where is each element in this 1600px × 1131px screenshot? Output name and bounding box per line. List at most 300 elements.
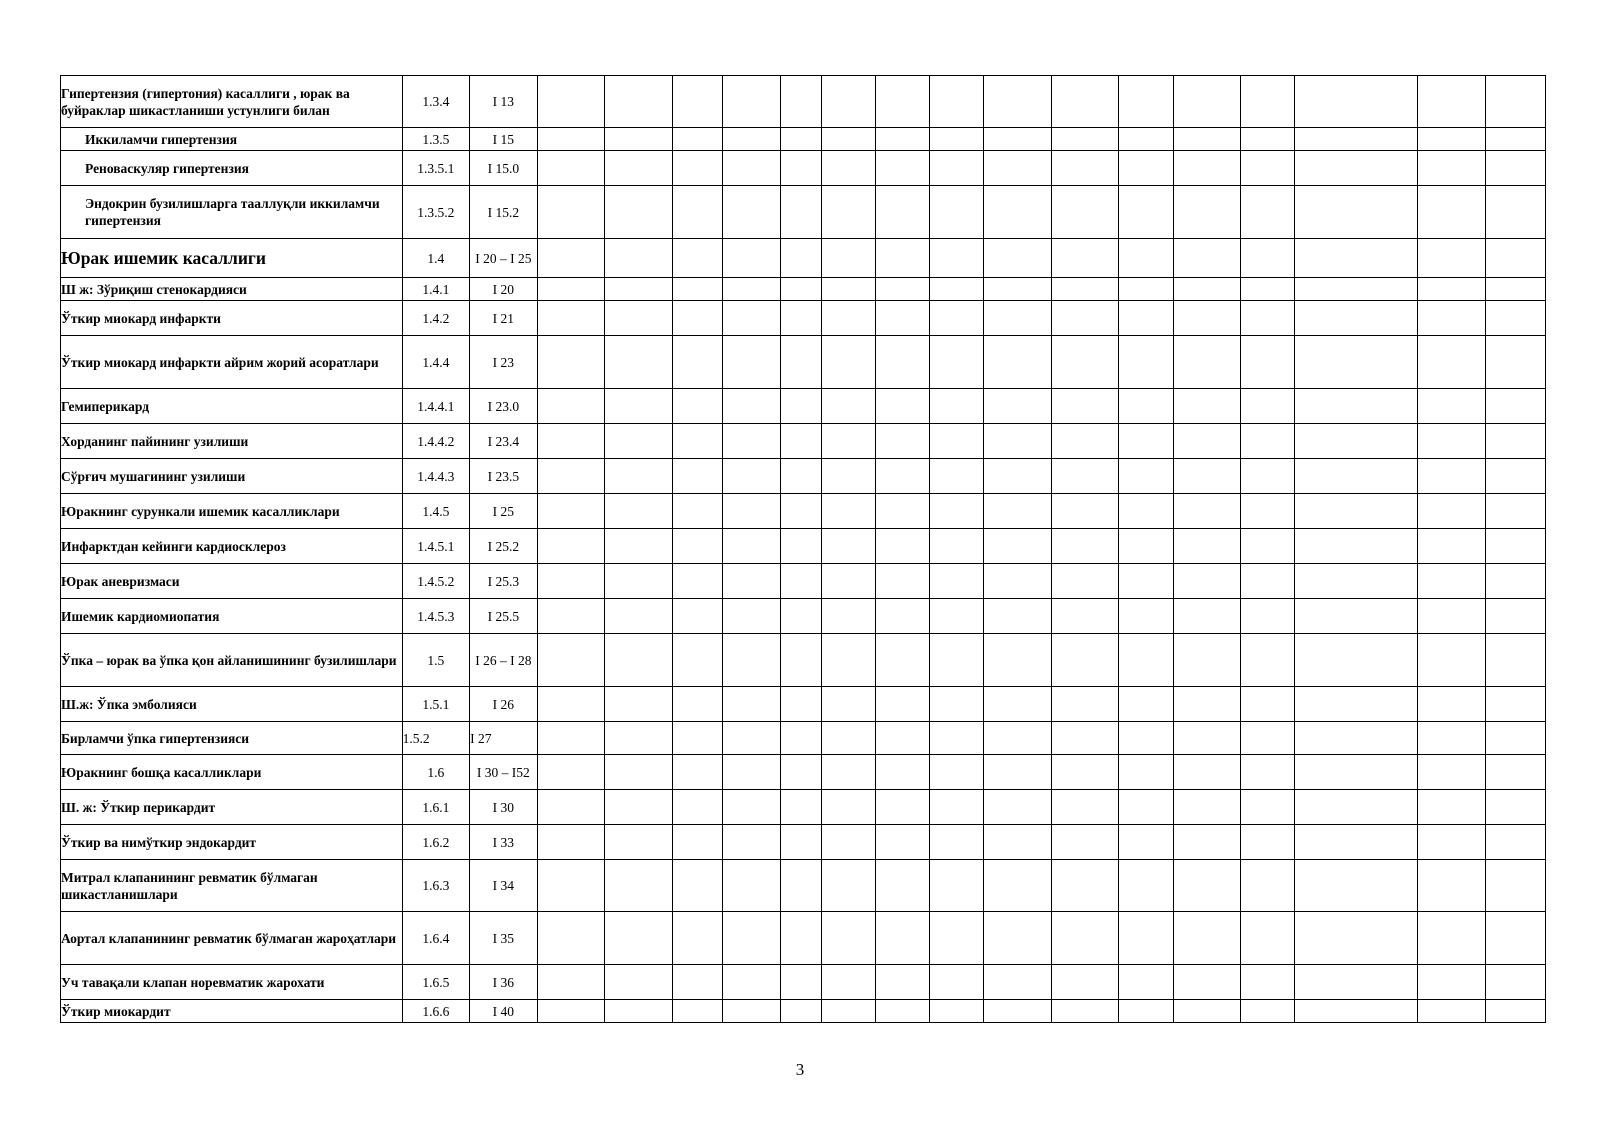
row-code-cell: 1.4.5 [402, 494, 470, 529]
empty-cell [1418, 278, 1486, 301]
icd-code-cell: I 30 [470, 790, 538, 825]
row-code-cell: 1.4.5.2 [402, 564, 470, 599]
empty-cell [722, 634, 780, 687]
icd-code-cell: I 40 [470, 1000, 538, 1023]
empty-cell [984, 912, 1052, 965]
empty-cell [1173, 755, 1241, 790]
empty-cell [780, 186, 821, 239]
empty-cell [930, 128, 984, 151]
empty-cell [1119, 1000, 1173, 1023]
empty-cell [780, 1000, 821, 1023]
icd-code-cell: I 36 [470, 965, 538, 1000]
empty-cell [821, 389, 875, 424]
empty-cell [537, 278, 605, 301]
empty-cell [821, 186, 875, 239]
empty-cell [1173, 389, 1241, 424]
empty-cell [722, 722, 780, 755]
empty-cell [930, 687, 984, 722]
disease-name-cell: Юрак аневризмаси [61, 564, 403, 599]
row-code-cell: 1.4.1 [402, 278, 470, 301]
empty-cell [1119, 186, 1173, 239]
empty-cell [1241, 1000, 1295, 1023]
empty-cell [537, 599, 605, 634]
empty-cell [722, 1000, 780, 1023]
empty-cell [722, 599, 780, 634]
icd-code-cell: I 13 [470, 76, 538, 128]
empty-cell [1119, 389, 1173, 424]
empty-cell [672, 186, 722, 239]
empty-cell [1173, 564, 1241, 599]
icd-code-cell: I 21 [470, 301, 538, 336]
disease-name-cell: Юрак ишемик касаллиги [61, 239, 403, 278]
empty-cell [780, 239, 821, 278]
empty-cell [605, 494, 673, 529]
icd-code-cell: I 20 – I 25 [470, 239, 538, 278]
empty-cell [1051, 912, 1119, 965]
empty-cell [1418, 459, 1486, 494]
empty-cell [1295, 722, 1418, 755]
empty-cell [1051, 825, 1119, 860]
row-code-cell: 1.6 [402, 755, 470, 790]
empty-cell [984, 790, 1052, 825]
table-row [61, 494, 1546, 529]
empty-cell [1485, 965, 1545, 1000]
empty-cell [984, 755, 1052, 790]
empty-cell [1173, 301, 1241, 336]
icd-code-cell: I 35 [470, 912, 538, 965]
empty-cell [1485, 860, 1545, 912]
empty-cell [537, 687, 605, 722]
empty-cell [1173, 336, 1241, 389]
empty-cell [1485, 389, 1545, 424]
empty-cell [1295, 965, 1418, 1000]
disease-name-cell: Аортал клапанининг ревматик бўлмаган жароҳатлари [61, 912, 403, 965]
empty-cell [930, 239, 984, 278]
empty-cell [1241, 860, 1295, 912]
empty-cell [876, 634, 930, 687]
empty-cell [1485, 239, 1545, 278]
empty-cell [984, 389, 1052, 424]
empty-cell [821, 755, 875, 790]
empty-cell [876, 825, 930, 860]
empty-cell [984, 687, 1052, 722]
icd-code-cell: I 34 [470, 860, 538, 912]
empty-cell [1119, 494, 1173, 529]
empty-cell [605, 186, 673, 239]
empty-cell [1119, 599, 1173, 634]
empty-cell [672, 722, 722, 755]
empty-cell [1119, 336, 1173, 389]
row-code-cell: 1.3.4 [402, 76, 470, 128]
table-row [61, 301, 1546, 336]
empty-cell [821, 336, 875, 389]
empty-cell [672, 239, 722, 278]
empty-cell [930, 860, 984, 912]
empty-cell [1241, 239, 1295, 278]
empty-cell [1485, 151, 1545, 186]
empty-cell [876, 755, 930, 790]
empty-cell [1241, 564, 1295, 599]
empty-cell [1241, 634, 1295, 687]
table-row [61, 965, 1546, 1000]
empty-cell [605, 564, 673, 599]
empty-cell [1295, 186, 1418, 239]
icd-code-cell: I 25.3 [470, 564, 538, 599]
empty-cell [1051, 301, 1119, 336]
empty-cell [1485, 424, 1545, 459]
empty-cell [1173, 1000, 1241, 1023]
empty-cell [1418, 186, 1486, 239]
table-row [61, 687, 1546, 722]
disease-name-cell: Эндокрин бузилишларга тааллуқли иккиламчи гипертензия [61, 186, 403, 239]
empty-cell [672, 424, 722, 459]
empty-cell [1173, 529, 1241, 564]
empty-cell [672, 76, 722, 128]
empty-cell [984, 151, 1052, 186]
row-code-cell: 1.3.5 [402, 128, 470, 151]
empty-cell [1119, 529, 1173, 564]
empty-cell [876, 301, 930, 336]
table-row [61, 151, 1546, 186]
empty-cell [1173, 76, 1241, 128]
empty-cell [1051, 529, 1119, 564]
empty-cell [1295, 278, 1418, 301]
row-code-cell: 1.6.2 [402, 825, 470, 860]
table-row [61, 722, 1546, 755]
empty-cell [605, 459, 673, 494]
empty-cell [930, 965, 984, 1000]
empty-cell [1051, 459, 1119, 494]
empty-cell [1485, 529, 1545, 564]
empty-cell [930, 76, 984, 128]
empty-cell [821, 151, 875, 186]
icd-code-cell: I 15.0 [470, 151, 538, 186]
empty-cell [780, 494, 821, 529]
empty-cell [1295, 755, 1418, 790]
empty-cell [537, 389, 605, 424]
empty-cell [605, 912, 673, 965]
empty-cell [605, 634, 673, 687]
empty-cell [821, 912, 875, 965]
empty-cell [537, 128, 605, 151]
empty-cell [984, 1000, 1052, 1023]
empty-cell [1173, 687, 1241, 722]
table-row [61, 389, 1546, 424]
disease-name-cell: Юракнинг бошқа касалликлари [61, 755, 403, 790]
empty-cell [1119, 564, 1173, 599]
empty-cell [984, 825, 1052, 860]
empty-cell [821, 790, 875, 825]
icd-code-cell: I 30 – I52 [470, 755, 538, 790]
empty-cell [930, 529, 984, 564]
empty-cell [1295, 1000, 1418, 1023]
empty-cell [537, 790, 605, 825]
empty-cell [1173, 912, 1241, 965]
empty-cell [1418, 239, 1486, 278]
empty-cell [780, 599, 821, 634]
empty-cell [1295, 687, 1418, 722]
empty-cell [1418, 76, 1486, 128]
row-code-cell: 1.3.5.1 [402, 151, 470, 186]
empty-cell [1051, 722, 1119, 755]
empty-cell [537, 424, 605, 459]
empty-cell [1051, 76, 1119, 128]
empty-cell [984, 424, 1052, 459]
empty-cell [1051, 239, 1119, 278]
disease-name-cell: Гемиперикард [61, 389, 403, 424]
disease-name-cell: Ш ж: Зўриқиш стенокардияси [61, 278, 403, 301]
empty-cell [984, 301, 1052, 336]
empty-cell [605, 278, 673, 301]
empty-cell [930, 424, 984, 459]
icd-code-cell: I 23.0 [470, 389, 538, 424]
empty-cell [1119, 278, 1173, 301]
empty-cell [722, 424, 780, 459]
empty-cell [537, 459, 605, 494]
disease-name-cell: Реноваскуляр гипертензия [61, 151, 403, 186]
empty-cell [1418, 755, 1486, 790]
empty-cell [1119, 687, 1173, 722]
empty-cell [876, 186, 930, 239]
empty-cell [1119, 912, 1173, 965]
empty-cell [930, 186, 984, 239]
row-code-cell: 1.4.4.3 [402, 459, 470, 494]
empty-cell [876, 1000, 930, 1023]
empty-cell [537, 965, 605, 1000]
empty-cell [984, 722, 1052, 755]
empty-cell [1173, 634, 1241, 687]
empty-cell [984, 860, 1052, 912]
row-code-cell: 1.4.4 [402, 336, 470, 389]
empty-cell [1051, 755, 1119, 790]
empty-cell [722, 128, 780, 151]
empty-cell [1173, 599, 1241, 634]
row-code-cell: 1.5.1 [402, 687, 470, 722]
empty-cell [930, 634, 984, 687]
empty-cell [1485, 825, 1545, 860]
disease-name-cell: Ш. ж: Ўткир перикардит [61, 790, 403, 825]
row-code-cell: 1.6.3 [402, 860, 470, 912]
empty-cell [605, 860, 673, 912]
empty-cell [876, 722, 930, 755]
empty-cell [780, 301, 821, 336]
empty-cell [1295, 912, 1418, 965]
empty-cell [1241, 599, 1295, 634]
empty-cell [605, 336, 673, 389]
empty-cell [1119, 459, 1173, 494]
empty-cell [722, 459, 780, 494]
table-row [61, 239, 1546, 278]
empty-cell [1173, 278, 1241, 301]
empty-cell [1418, 336, 1486, 389]
empty-cell [1418, 151, 1486, 186]
row-code-cell: 1.4.4.1 [402, 389, 470, 424]
empty-cell [1418, 529, 1486, 564]
empty-cell [1241, 151, 1295, 186]
empty-cell [876, 965, 930, 1000]
row-code-cell: 1.4.4.2 [402, 424, 470, 459]
empty-cell [1241, 128, 1295, 151]
empty-cell [821, 529, 875, 564]
row-code-cell: 1.6.5 [402, 965, 470, 1000]
empty-cell [1173, 151, 1241, 186]
empty-cell [821, 424, 875, 459]
empty-cell [1119, 151, 1173, 186]
disease-name-cell: Ш.ж: Ўпка эмболияси [61, 687, 403, 722]
empty-cell [1241, 278, 1295, 301]
empty-cell [605, 76, 673, 128]
empty-cell [876, 494, 930, 529]
empty-cell [1119, 755, 1173, 790]
empty-cell [1051, 128, 1119, 151]
empty-cell [1418, 564, 1486, 599]
table-row [61, 128, 1546, 151]
disease-name-cell: Инфарктдан кейинги кардиосклероз [61, 529, 403, 564]
empty-cell [537, 564, 605, 599]
empty-cell [984, 599, 1052, 634]
table-row [61, 912, 1546, 965]
empty-cell [930, 336, 984, 389]
empty-cell [1119, 722, 1173, 755]
empty-cell [537, 151, 605, 186]
empty-cell [1173, 825, 1241, 860]
empty-cell [537, 529, 605, 564]
empty-cell [1485, 1000, 1545, 1023]
empty-cell [1418, 825, 1486, 860]
empty-cell [1485, 912, 1545, 965]
empty-cell [1485, 301, 1545, 336]
empty-cell [1051, 965, 1119, 1000]
empty-cell [1241, 529, 1295, 564]
empty-cell [1173, 790, 1241, 825]
empty-cell [821, 599, 875, 634]
empty-cell [722, 278, 780, 301]
empty-cell [537, 722, 605, 755]
empty-cell [1485, 634, 1545, 687]
disease-name-cell: Юракнинг сурункали ишемик касалликлари [61, 494, 403, 529]
empty-cell [1295, 564, 1418, 599]
empty-cell [1241, 389, 1295, 424]
empty-cell [1173, 860, 1241, 912]
empty-cell [1051, 634, 1119, 687]
disease-name-cell: Гипертензия (гипертония) касаллиги , юрак ва буйраклар шикастланиши устунлиги билан [61, 76, 403, 128]
table-row [61, 76, 1546, 128]
empty-cell [1418, 599, 1486, 634]
empty-cell [1485, 459, 1545, 494]
table-row [61, 599, 1546, 634]
empty-cell [780, 278, 821, 301]
empty-cell [930, 151, 984, 186]
table-row [61, 790, 1546, 825]
table-row [61, 459, 1546, 494]
empty-cell [722, 965, 780, 1000]
empty-cell [876, 459, 930, 494]
empty-cell [876, 76, 930, 128]
empty-cell [1418, 128, 1486, 151]
empty-cell [722, 790, 780, 825]
empty-cell [672, 529, 722, 564]
empty-cell [1119, 128, 1173, 151]
empty-cell [1295, 424, 1418, 459]
icd-code-cell: I 25.2 [470, 529, 538, 564]
empty-cell [722, 529, 780, 564]
empty-cell [1418, 790, 1486, 825]
empty-cell [780, 459, 821, 494]
empty-cell [1051, 599, 1119, 634]
empty-cell [672, 687, 722, 722]
table-row [61, 755, 1546, 790]
icd-code-cell: I 15.2 [470, 186, 538, 239]
empty-cell [876, 389, 930, 424]
empty-cell [1119, 965, 1173, 1000]
empty-cell [876, 424, 930, 459]
disease-name-cell: Хорданинг пайининг узилиши [61, 424, 403, 459]
empty-cell [722, 301, 780, 336]
empty-cell [537, 336, 605, 389]
empty-cell [1485, 278, 1545, 301]
empty-cell [1119, 424, 1173, 459]
empty-cell [930, 825, 984, 860]
empty-cell [605, 301, 673, 336]
empty-cell [1295, 529, 1418, 564]
empty-cell [780, 790, 821, 825]
empty-cell [780, 336, 821, 389]
empty-cell [1418, 722, 1486, 755]
empty-cell [1051, 278, 1119, 301]
empty-cell [605, 128, 673, 151]
empty-cell [930, 564, 984, 599]
empty-cell [1051, 389, 1119, 424]
empty-cell [722, 239, 780, 278]
empty-cell [876, 278, 930, 301]
empty-cell [930, 599, 984, 634]
empty-cell [1051, 687, 1119, 722]
icd-code-cell: I 26 [470, 687, 538, 722]
row-code-cell: 1.4.5.3 [402, 599, 470, 634]
empty-cell [722, 151, 780, 186]
empty-cell [1241, 76, 1295, 128]
empty-cell [605, 151, 673, 186]
row-code-cell: 1.4 [402, 239, 470, 278]
empty-cell [1241, 186, 1295, 239]
icd-code-cell: I 26 – I 28 [470, 634, 538, 687]
empty-cell [722, 76, 780, 128]
empty-cell [1051, 790, 1119, 825]
empty-cell [930, 494, 984, 529]
empty-cell [930, 722, 984, 755]
empty-cell [1295, 459, 1418, 494]
icd-code-cell: I 23.5 [470, 459, 538, 494]
table-row [61, 336, 1546, 389]
empty-cell [537, 239, 605, 278]
table-row [61, 860, 1546, 912]
empty-cell [984, 529, 1052, 564]
table-row [61, 424, 1546, 459]
empty-cell [1051, 564, 1119, 599]
empty-cell [672, 494, 722, 529]
empty-cell [605, 424, 673, 459]
empty-cell [537, 76, 605, 128]
empty-cell [984, 459, 1052, 494]
empty-cell [1418, 860, 1486, 912]
empty-cell [672, 860, 722, 912]
empty-cell [1173, 722, 1241, 755]
empty-cell [1485, 722, 1545, 755]
empty-cell [876, 336, 930, 389]
empty-cell [984, 239, 1052, 278]
empty-cell [605, 790, 673, 825]
empty-cell [722, 912, 780, 965]
